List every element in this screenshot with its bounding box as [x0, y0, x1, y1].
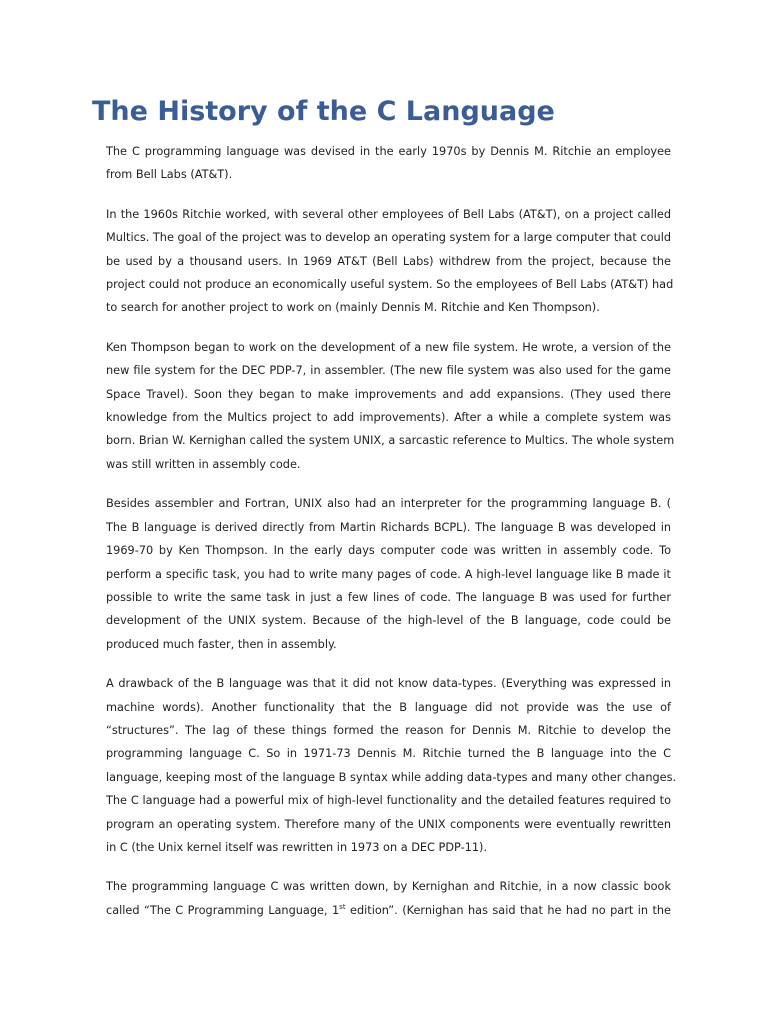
paragraph [106, 672, 677, 859]
paragraph [106, 140, 671, 187]
paragraph-line: in C (the Unix kernel itself was rewritten in 1973 on a DEC PDP-11). [106, 840, 488, 854]
document-title: The History of the C Language [92, 96, 555, 127]
paragraph-line: Besides assembler and Fortran, UNIX also had an interpreter for the programming language B. ( [106, 497, 671, 511]
paragraph-line: knowledge from the Multics project to add improvements). After a while a complete system was [106, 411, 671, 425]
paragraph-line [106, 899, 671, 922]
paragraph [106, 336, 675, 476]
paragraph-line: programming language C. So in 1971-73 Dennis M. Ritchie turned the B language into the C [106, 747, 671, 761]
paragraph-line-text: edition”. (Kernighan has said that he had no part in the [345, 903, 671, 917]
paragraph-line: from Bell Labs (AT&T). [106, 168, 233, 182]
document-body [106, 140, 677, 938]
paragraph-line: The programming language C was written down, by Kernighan and Ritchie, in a now classic book [106, 880, 671, 894]
paragraph-line: Space Travel). Soon they began to make improvements and add expansions. (They used there [106, 387, 671, 401]
paragraph-line: produced much faster, then in assembly. [106, 637, 337, 651]
paragraph-line: “structures”. The lag of these things formed the reason for Dennis M. Ritchie to develop the [106, 723, 671, 737]
paragraph-line: program an operating system. Therefore many of the UNIX components were eventually rewritten [106, 817, 671, 831]
paragraph-line: possible to write the same task in just a few lines of code. The language B was used for further [106, 590, 671, 604]
paragraph-line: was still written in assembly code. [106, 457, 301, 471]
paragraph-line: The C programming language was devised in the early 1970s by Dennis M. Ritchie an employee [106, 145, 671, 158]
paragraph [106, 875, 671, 922]
paragraph-line: Multics. The goal of the project was to develop an operating system for a large computer that could [106, 231, 672, 245]
paragraph-list [106, 140, 677, 859]
paragraph-line: be used by a thousand users. In 1969 AT&T (Bell Labs) withdrew from the project, because the [106, 254, 671, 268]
paragraph [106, 492, 671, 656]
paragraph [106, 203, 674, 320]
paragraph-line: 1969-70 by Ken Thompson. In the early days computer code was written in assembly code. To [106, 544, 671, 558]
paragraph-line: to search for another project to work on (mainly Dennis M. Ritchie and Ken Thompson). [106, 301, 600, 315]
paragraph-line: development of the UNIX system. Because of the high-level of the B language, code could be [106, 614, 671, 628]
paragraph-line-text: called “The C Programming Language, 1 [106, 903, 340, 917]
paragraph-line: The C language had a powerful mix of high-level functionality and the detailed features required to [106, 794, 671, 808]
paragraph-line: born. Brian W. Kernighan called the system UNIX, a sarcastic reference to Multics. The whole system [106, 434, 675, 448]
paragraph-line: language, keeping most of the language B syntax while adding data-types and many other changes. [106, 770, 677, 784]
paragraph-line: machine words). Another functionality that the B language did not provide was the use of [106, 700, 671, 714]
paragraph-line: new file system for the DEC PDP-7, in assembler. (The new file system was also used for the game [106, 364, 671, 378]
paragraph-line: The B language is derived directly from Martin Richards BCPL). The language B was developed in [106, 520, 671, 534]
superscript: st [339, 903, 346, 912]
paragraph-line: perform a specific task, you had to write many pages of code. A high-level language like B made it [106, 567, 671, 581]
paragraph-line: project could not produce an economically useful system. So the employees of Bell Labs (AT&T) had [106, 278, 674, 292]
paragraph-line: In the 1960s Ritchie worked, with several other employees of Bell Labs (AT&T), on a project called [106, 207, 671, 221]
paragraph-line: Ken Thompson began to work on the development of a new file system. He wrote, a version of the [106, 340, 671, 354]
paragraph-line: A drawback of the B language was that it did not know data-types. (Everything was expressed in [106, 677, 671, 691]
